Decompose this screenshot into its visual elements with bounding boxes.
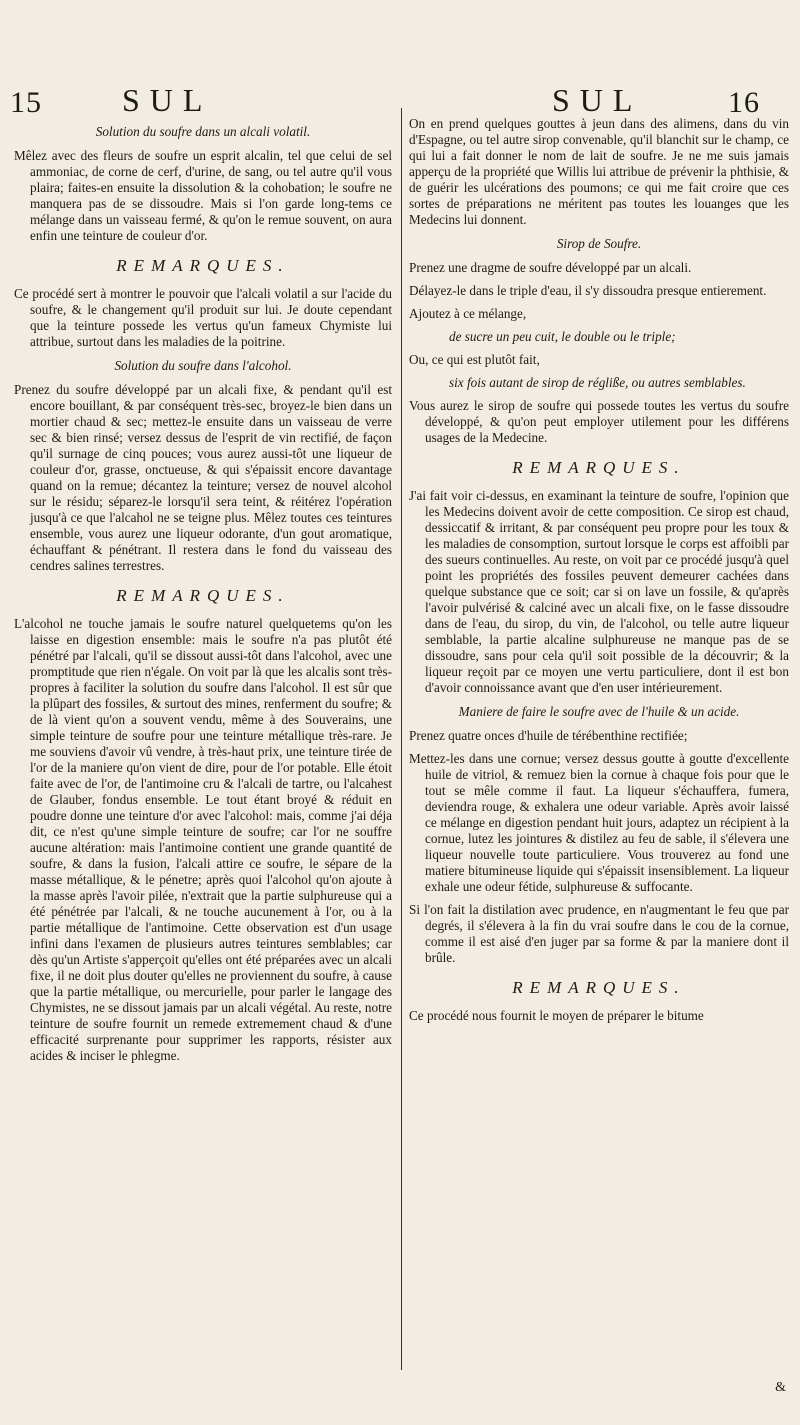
paragraph: L'alcohol ne touche jamais le soufre naturel quelquetems qu'on les laisse en digestion ensemble: mais le soufre n'a pas plutôt été pénétré par l'alcali, qu'il se dissout aussi-tôt dans l'alcohol, avec une promptitude que rien n'égale. On voit par là que les alcalis sont très-propres à faciliter la solution du soufre dans l'alcohol. Il est sûr que la plûpart des fossiles, & surtout des mines, renferment du soufre; & de là vient qu'on a souvent vendu, même à des Souverains, une simple teinture de soufre pour une teinture métallique très-rare. Je me souviens d'avoir vû vendre, à très-haut prix, une teinture tirée de l'or de la maniere qu'on vient de dire, pour de l'or potable. Elle étoit faite avec de l'or, de l'antimoine cru & l'alcali de tartre, ou l'alcahest de Glauber, fondus ensemble. Le tout étant broyé & réduit en poudre donne une teinture d'or avec l'alcohol: mais, comme j'ai déja dit, ce n'est qu'une simple teinture de soufre; car l'or ne souffre aucune altération: mais l'antimoine contient une grande quantité de soufre, & dans la fusion, l'alcali attire ce soufre, le sépare de la masse métallique, & le pénetre; après quoi l'alcohol qu'on ajoute à la masse après l'avoir pilée, n'extrait que la partie sulphureuse qui a été pénétrée par l'alcali, & ne touche aucunement à l'or, ou à la partie métallique de l'antimoine. Cette observation est d'un usage infini dans l'examen de plusieurs autres teintures semblables; car dès qu'un Artiste s'apperçoit qu'elles ont été préparées avec un alcali fixe, il ne doit plus douter qu'elles ne proviennent du soufre, à cause que la partie métallique, ou mercurielle, pour parler le langage des Chymistes, ne se dissout jamais par un alcali végétal. Au reste, notre teinture de soufre fournit un remede extremement chaud & d'une efficacité surprenante pour supprimer les rapports, résister aux acides & inciser le phlegme. xyxy=(14,616,392,1063)
indented-ingredient: de sucre un peu cuit, le double ou le triple; xyxy=(449,329,676,344)
paragraph: J'ai fait voir ci-dessus, en examinant la teinture de soufre, l'opinion que les Medecins doivent avoir de cette composition. Ce sirop est chaud, dessiccatif & irritant, & par conséquent peu propre pour les toux & les maladies de consomption, surtout lorsque le corps est affoibli par des sueurs continuelles. Au reste, on voit par ce procédé jusqu'à quel point les propriétés des fossiles peuvent demeurer cachées dans quelque substance que ce soit; car si on lave un fossile, & qu'après l'avoir pulvérisé & calciné avec un alcali fixe, on le fasse dissoudre dans de l'eau, du sirop, du vin, de l'alcohol, ou telle autre liqueur semblable, la partie alcaline sulphureuse ne manque pas de se dissoudre, sans pour cela qu'il soit possible de la découvrir; & la liqueur reçoit par ce moyen une vertu particuliere, dont il est bon d'avoir connoissance avant que d'en user intérieurement. xyxy=(409,488,789,695)
paragraph: Mêlez avec des fleurs de soufre un esprit alcalin, tel que celui de sel ammoniac, de corne de cerf, d'urine, de sang, ou tel autre qu'il vous plaira; faites-en ensuite la dissolution & la cohobation; le soufre ne manquera pas de se dissoudre. Mais si l'on garde long-tems ce mélange dans un vaisseau fermé, & qu'on le remue souvent, on aura enfin une teinture de couleur d'or. xyxy=(14,148,392,243)
section-heading: Maniere de faire le soufre avec de l'huile & un acide. xyxy=(458,704,740,719)
remarques-heading: REMARQUES. xyxy=(116,586,290,605)
paragraph: Vous aurez le sirop de soufre qui possede toutes les vertus du soufre développé, & qu'on peut employer utilement pour les différens usages de la Medecine. xyxy=(409,398,789,445)
page-number-right: 16 xyxy=(728,86,760,119)
running-head-right: SUL xyxy=(552,82,643,118)
paragraph: Mettez-les dans une cornue; versez dessus goutte à goutte d'excellente huile de vitriol, & remuez bien la cornue à chaque fois pour que le tout se mêle comme il faut. La liqueur s'échauffera, fumera, deviendra rouge, & exhalera une odeur variable. Après avoir laissé ce mélange en digestion pendant huit jours, adaptez un récipient à la cornue, lutez les jointures & distilez au feu de sable, il s'élevera une liqueur nouvelle toute particuliere. Vous trouverez au fond une matiere bitumineuse liquide qui s'épaissit insensiblement. La liqueur exhale une odeur fétide, sulphureuse & suffocante. xyxy=(409,751,789,894)
right-column xyxy=(409,116,789,1031)
column-divider xyxy=(401,108,402,1370)
remarques-heading: REMARQUES. xyxy=(512,458,686,477)
paragraph: Prenez du soufre développé par un alcali fixe, & pendant qu'il est encore bouillant, & par conséquent très-sec, broyez-le bien dans un mortier chaud & sec; mettez-le ensuite dans un vaisseau de verre sec & bien rinsé; versez dessus de l'esprit de vin rectifié, de façon qu'il surnage de cinq pouces; vous aurez aussi-tôt une liqueur de couleur d'or, grasse, onctueuse, & qui s'épaissit encore davantage quand on la remue; décantez la teinture; versez de nouvel alcohol sur le résidu; séparez-le lorsqu'il sera teint, & réitérez l'opération jusqu'à ce que l'alcahol ne se teigne plus. Mêlez toutes ces teintures ensemble, vous aurez une liqueur odorante, d'un gout aromatique, échauffant & pénétrant. Il restera dans le fond du vaisseau des cendres salines terrestres. xyxy=(14,382,392,573)
running-head-left: SUL xyxy=(122,82,213,118)
section-heading: Solution du soufre dans un alcali volatil. xyxy=(95,124,311,139)
paragraph: Ce procédé nous fournit le moyen de préparer le bitume xyxy=(409,1008,704,1023)
remarques-heading: REMARQUES. xyxy=(512,978,686,997)
paragraph: Ajoutez à ce mélange, xyxy=(409,306,527,321)
paragraph: Prenez quatre onces d'huile de térébenthine rectifiée; xyxy=(409,728,688,743)
paragraph: Prenez une dragme de soufre développé par un alcali. xyxy=(409,260,692,275)
paragraph: Délayez-le dans le triple d'eau, il s'y dissoudra presque entierement. xyxy=(409,283,767,298)
paragraph: Ce procédé sert à montrer le pouvoir que l'alcali volatil a sur l'acide du soufre, & le changement qu'il produit sur lui. Je doute cependant que la teinture possede les vertus qu'un fameux Chymiste lui attribue, surtout dans les maladies de la poitrine. xyxy=(14,286,392,349)
indented-ingredient: six fois autant de sirop de régliße, ou autres semblables. xyxy=(449,375,746,390)
paragraph: On en prend quelques gouttes à jeun dans des alimens, dans du vin d'Espagne, ou tel autre sirop convenable, qu'il blanchit sur le champ, ce qui lui a fait donner le nom de lait de soufre. Je ne me suis jamais apperçu de la propriété que Willis lui attribue de prévenir la phthisie, & de guérir les ulcérations des poumons; ce qui me fait croire que ces sortes de préparations ne méritent pas toutes les louanges que les Medecins lui donnent. xyxy=(409,116,789,227)
page-number-left: 15 xyxy=(10,86,42,119)
section-heading: Solution du soufre dans l'alcohol. xyxy=(114,358,292,373)
remarques-heading: REMARQUES. xyxy=(116,256,290,275)
paragraph: Ou, ce qui est plutôt fait, xyxy=(409,352,540,367)
left-column xyxy=(14,116,392,1071)
paragraph: Si l'on fait la distilation avec prudence, en n'augmentant le feu que par degrés, il s'élevera à la fin du vrai soufre dans le cou de la cornue, comme il est aisé d'en juger par sa forme & par la maniere dont il brûle. xyxy=(409,902,789,965)
catchword: & xyxy=(775,1380,786,1395)
section-heading: Sirop de Soufre. xyxy=(556,236,642,251)
